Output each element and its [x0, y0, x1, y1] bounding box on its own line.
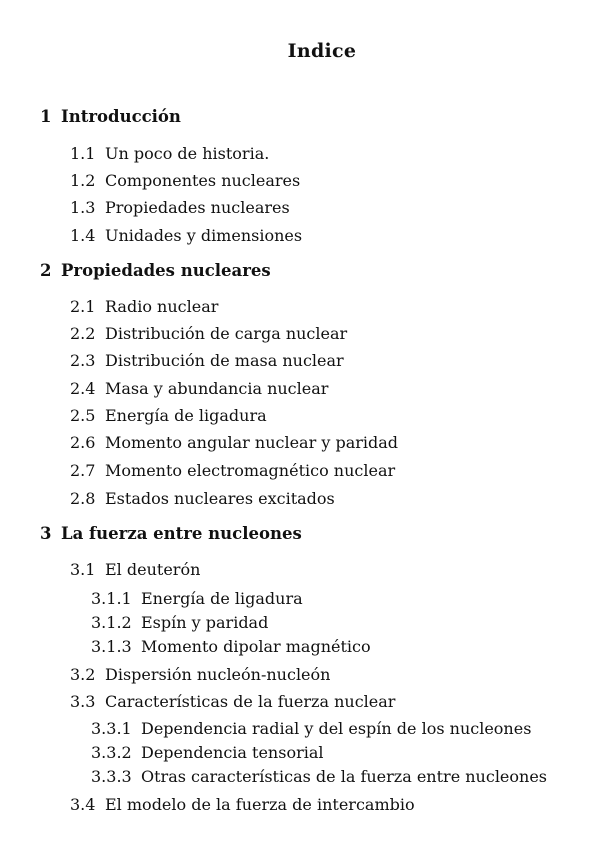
- section-title: Un poco de historia.: [105, 144, 270, 163]
- section-title: Momento angular nuclear y paridad: [105, 433, 399, 452]
- subsection-title: Energía de ligadura: [141, 589, 303, 608]
- chapter-number: 2: [40, 261, 52, 280]
- toc-section-3-3: [70, 692, 395, 711]
- toc-subsection-3-1-1: [91, 589, 303, 608]
- section-number: 1.1: [70, 144, 96, 163]
- chapter-number: 3: [40, 524, 52, 543]
- subsection-number: 3.3.2: [91, 743, 132, 762]
- chapter-number: 1: [40, 107, 52, 126]
- section-title: Distribución de masa nuclear: [105, 351, 344, 370]
- section-title: Estados nucleares excitados: [105, 489, 335, 508]
- toc-section-2-2: [70, 324, 347, 343]
- toc-section-1-4: [70, 226, 302, 245]
- section-number: 3.4: [70, 795, 96, 814]
- section-number: 2.6: [70, 433, 96, 452]
- section-number: 2.8: [70, 489, 96, 508]
- subsection-title: Dependencia tensorial: [141, 743, 324, 762]
- toc-subsection-3-1-2: [91, 613, 268, 632]
- toc-section-2-3: [70, 351, 344, 370]
- section-number: 1.2: [70, 171, 96, 190]
- subsection-title: Momento dipolar magnético: [141, 637, 371, 656]
- chapter-title: Propiedades nucleares: [61, 261, 271, 280]
- chapter-title: La fuerza entre nucleones: [61, 524, 302, 543]
- section-number: 3.3: [70, 692, 96, 711]
- section-number: 2.5: [70, 406, 96, 425]
- toc-chapter-2: [40, 261, 271, 280]
- subsection-number: 3.3.3: [91, 767, 132, 786]
- subsection-number: 3.1.2: [91, 613, 132, 632]
- toc-section-2-1: [70, 297, 218, 316]
- section-number: 2.3: [70, 351, 96, 370]
- section-title: Características de la fuerza nuclear: [105, 692, 396, 711]
- toc-section-1-3: [70, 198, 290, 217]
- section-title: Distribución de carga nuclear: [105, 324, 348, 343]
- section-number: 2.2: [70, 324, 96, 343]
- section-number: 2.7: [70, 461, 96, 480]
- toc-subsection-3-1-3: [91, 637, 371, 656]
- subsection-title: Otras características de la fuerza entre nucleones: [141, 767, 548, 786]
- toc-subsection-3-3-1: [91, 719, 531, 738]
- toc-section-1-2: [70, 171, 300, 190]
- subsection-title: Espín y paridad: [141, 613, 269, 632]
- section-title: Componentes nucleares: [105, 171, 301, 190]
- toc-section-3-1: [70, 560, 200, 579]
- toc-section-3-2: [70, 665, 330, 684]
- section-number: 3.2: [70, 665, 96, 684]
- toc-section-1-1: [70, 144, 269, 163]
- section-title: Energía de ligadura: [105, 406, 267, 425]
- section-title: Unidades y dimensiones: [105, 226, 303, 245]
- subsection-title: Dependencia radial y del espín de los nucleones: [141, 719, 532, 738]
- subsection-number: 3.1.3: [91, 637, 132, 656]
- toc-section-3-4: [70, 795, 415, 814]
- subsection-number: 3.1.1: [91, 589, 132, 608]
- toc-section-2-7: [70, 461, 395, 480]
- toc-section-2-4: [70, 379, 328, 398]
- toc-chapter-1: [40, 107, 181, 126]
- section-number: 1.3: [70, 198, 96, 217]
- page-title: Indice: [287, 40, 357, 62]
- section-title: El deuterón: [105, 560, 201, 579]
- toc-subsection-3-3-2: [91, 743, 324, 762]
- section-title: Propiedades nucleares: [105, 198, 290, 217]
- toc-chapter-3: [40, 524, 302, 543]
- section-number: 2.1: [70, 297, 96, 316]
- section-title: El modelo de la fuerza de intercambio: [105, 795, 415, 814]
- section-number: 1.4: [70, 226, 96, 245]
- chapter-title: Introducción: [61, 107, 181, 126]
- toc-section-2-8: [70, 489, 335, 508]
- toc-section-2-5: [70, 406, 267, 425]
- section-title: Masa y abundancia nuclear: [105, 379, 329, 398]
- section-title: Momento electromagnético nuclear: [105, 461, 396, 480]
- section-number: 3.1: [70, 560, 96, 579]
- toc-subsection-3-3-3: [91, 767, 547, 786]
- subsection-number: 3.3.1: [91, 719, 132, 738]
- section-title: Radio nuclear: [105, 297, 219, 316]
- section-title: Dispersión nucleón-nucleón: [105, 665, 331, 684]
- section-number: 2.4: [70, 379, 96, 398]
- toc-section-2-6: [70, 433, 398, 452]
